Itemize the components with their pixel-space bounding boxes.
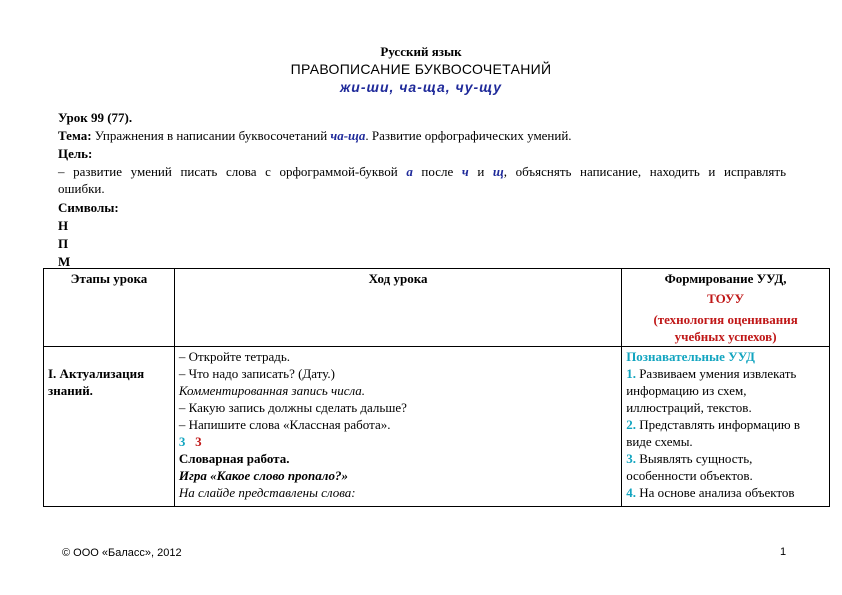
footer-copyright: © ООО «Баласс», 2012 (62, 547, 182, 559)
page-subtitle: жи-ши, ча-ща, чу-щу (339, 79, 503, 95)
uud-item: 1. Развиваем умения извлекать (626, 366, 797, 381)
table-header-row (44, 269, 830, 347)
uud-item: 3. Выявлять сущность, (626, 451, 753, 466)
page-title: ПРАВОПИСАНИЕ БУКВОСОЧЕТАНИЙ (290, 61, 552, 77)
goal-text-line1: – развитие умений писать слова с орфограммой-буквой а после ч и щ, объяснять написание, находить и исправлять (58, 164, 787, 179)
uud-item: иллюстраций, текстов. (626, 400, 752, 415)
lesson-theme: Тема: Упражнения в написании буквосочетаний ча-ща. Развитие орфографических умений. (58, 128, 572, 143)
subject-heading: Русский язык (380, 44, 462, 59)
goal-label: Цель: (58, 146, 93, 161)
lesson-table (43, 268, 830, 507)
course-cell: – Откройте тетрадь. – Что надо записать? (Дату.) Комментированная запись числа. – Какую запись должны сделать дальше? – Напишите слова «Классная работа». 3 3 Словарная работа. Игра «Какое слово пропало?» На слайде представлены слова: (174, 347, 621, 507)
uud-item: информацию из схем, (626, 383, 747, 398)
uud-item: 4. На основе анализа объектов (626, 485, 795, 500)
uud-item: 2. Представлять информацию в (626, 417, 801, 432)
table-row (44, 347, 830, 507)
symbol-n: Н (58, 218, 69, 233)
uud-cell: Познавательные УУД 1. Развиваем умения извлекать информацию из схем, иллюстраций, текстов. 2. Представлять информацию в виде схемы. 3. Выявлять сущность, особенности объектов. 4. На основе анализа объектов (622, 347, 830, 507)
uud-item: особенности объектов. (626, 468, 753, 483)
slide-numbers: 3 3 (178, 434, 202, 449)
header-uud: Формирование УУД, ТОУУ (технология оценивания учебных успехов) (622, 269, 830, 347)
symbol-p: П (58, 236, 69, 251)
symbol-m: М (58, 254, 71, 269)
header-course: Ход урока (174, 269, 621, 347)
stage-cell: I. Актуализация знаний. (44, 347, 175, 507)
symbols-label: Символы: (58, 200, 119, 215)
header-stages: Этапы урока (44, 269, 175, 347)
lesson-number: Урок 99 (77). (58, 110, 133, 125)
page-number: 1 (780, 546, 787, 558)
goal-text-line2: ошибки. (58, 181, 105, 196)
uud-item: виде схемы. (626, 434, 693, 449)
